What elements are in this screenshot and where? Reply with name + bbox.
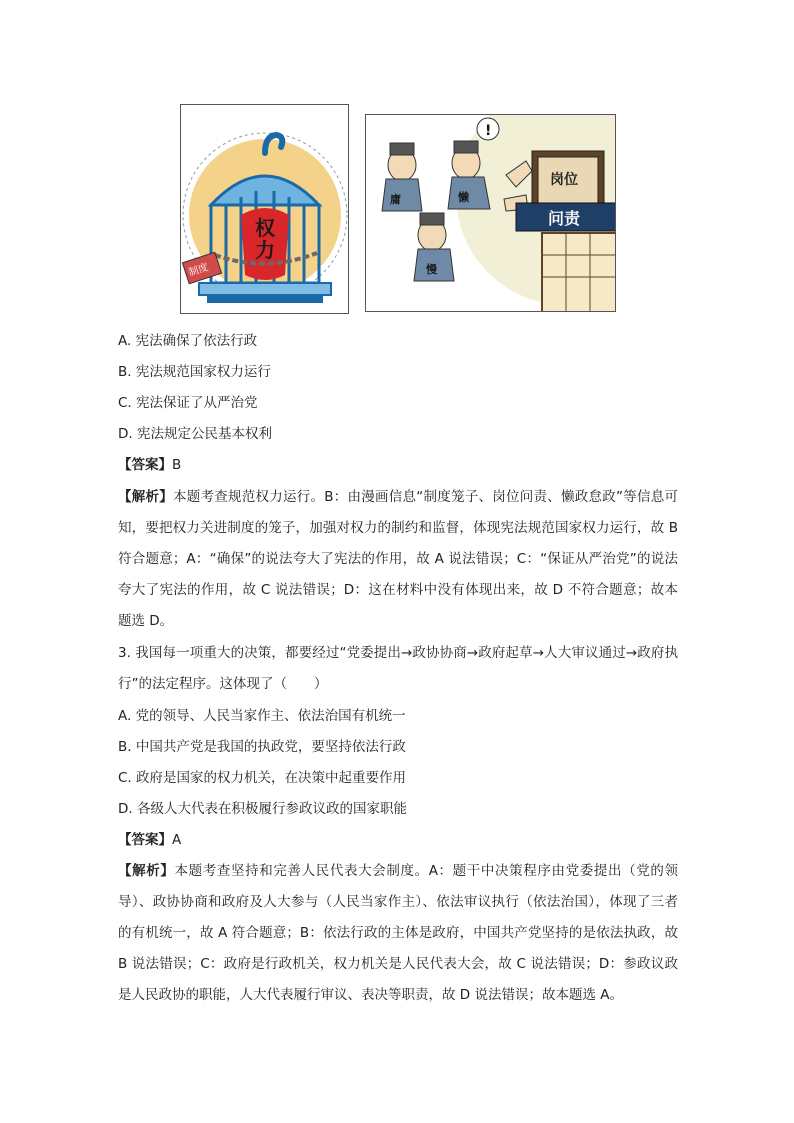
q2-option-a: A. 宪法确保了依法行政 [118,333,258,349]
power-cage-cartoon [180,104,349,314]
q2-option-c: C. 宪法保证了从严治党 [118,395,258,411]
q3-option-d: D. 各级人大代表在积极履行参政议政的国家职能 [118,801,407,817]
q2-option-b: B. 宪法规范国家权力运行 [118,364,271,380]
cage-lock-label: 制度 [187,262,210,279]
accountability-cartoon [365,114,616,312]
analysis-text: 本题考查坚持和完善人民代表大会制度。A：题干中决策程序由党委提出（党的领导）、政协协商和政府及人大参与（人民当家作主）、依法审议执行（依法治国），体现了三者的有机统一，故 A 符合题意；B：依法行政的主体是政府，中国共产党坚持的是依法执政，故 B 说法错误；C：政府是行政机关，权力机关是人民代表大会，故 C 说法错误；D：参政议政是人民政协的职能，人大代表履行审议、表决等职责，故 D 说法错误；故本题选 A。 [118,863,679,1003]
answer-value: B [172,457,182,473]
q3-option-a: A. 党的领导、人民当家作主、依法治国有机统一 [118,708,406,724]
cartoon-illustrations [180,104,616,314]
sign-accountability-label: 问责 [548,209,581,228]
cage-power-label: 权力 [255,216,275,262]
official-label-1: 庸 [390,193,401,206]
q2-answer [118,455,181,475]
q3-stem: 3. 我国每一项重大的决策，都要经过“党委提出→政协协商→政府起草→人大审议通过→政府执行”的法定程序。这体现了（ ） [118,645,678,692]
q2-option-d: D. 宪法规定公民基本权利 [118,426,272,442]
answer-value: A [172,832,182,848]
official-label-2: 懒 [458,191,469,204]
sign-post-label: 岗位 [550,172,578,188]
cage-illustration [181,105,349,314]
analysis-label: 【解析】 [118,489,173,505]
answer-label: 【答案】 [118,832,172,848]
q3-option-c: C. 政府是国家的权力机关，在决策中起重要作用 [118,770,407,786]
q3-option-b: B. 中国共产党是我国的执政党，要坚持依法行政 [118,739,406,755]
analysis-text: 本题考查规范权力运行。B：由漫画信息“制度笼子、岗位问责、懒政怠政”等信息可知，要把权力关进制度的笼子，加强对权力的制约和监督，体现宪法规范国家权力运行，故 B 符合题意；A：“确保”的说法夸大了宪法的作用，故 A 说法错误；C：“保证从严治党”的说法夸大了宪法的作用，故 C 说法错误；D：这在材料中没有体现出来，故 D 不符合题意；故本题选 D。 [118,489,678,629]
q2-analysis [118,482,678,637]
svg-text:!: ! [485,123,492,139]
analysis-label: 【解析】 [118,863,175,879]
official-label-3: 慢 [426,263,437,276]
q3-answer [118,830,181,850]
q3-analysis [118,856,678,1011]
answer-label: 【答案】 [118,457,172,473]
